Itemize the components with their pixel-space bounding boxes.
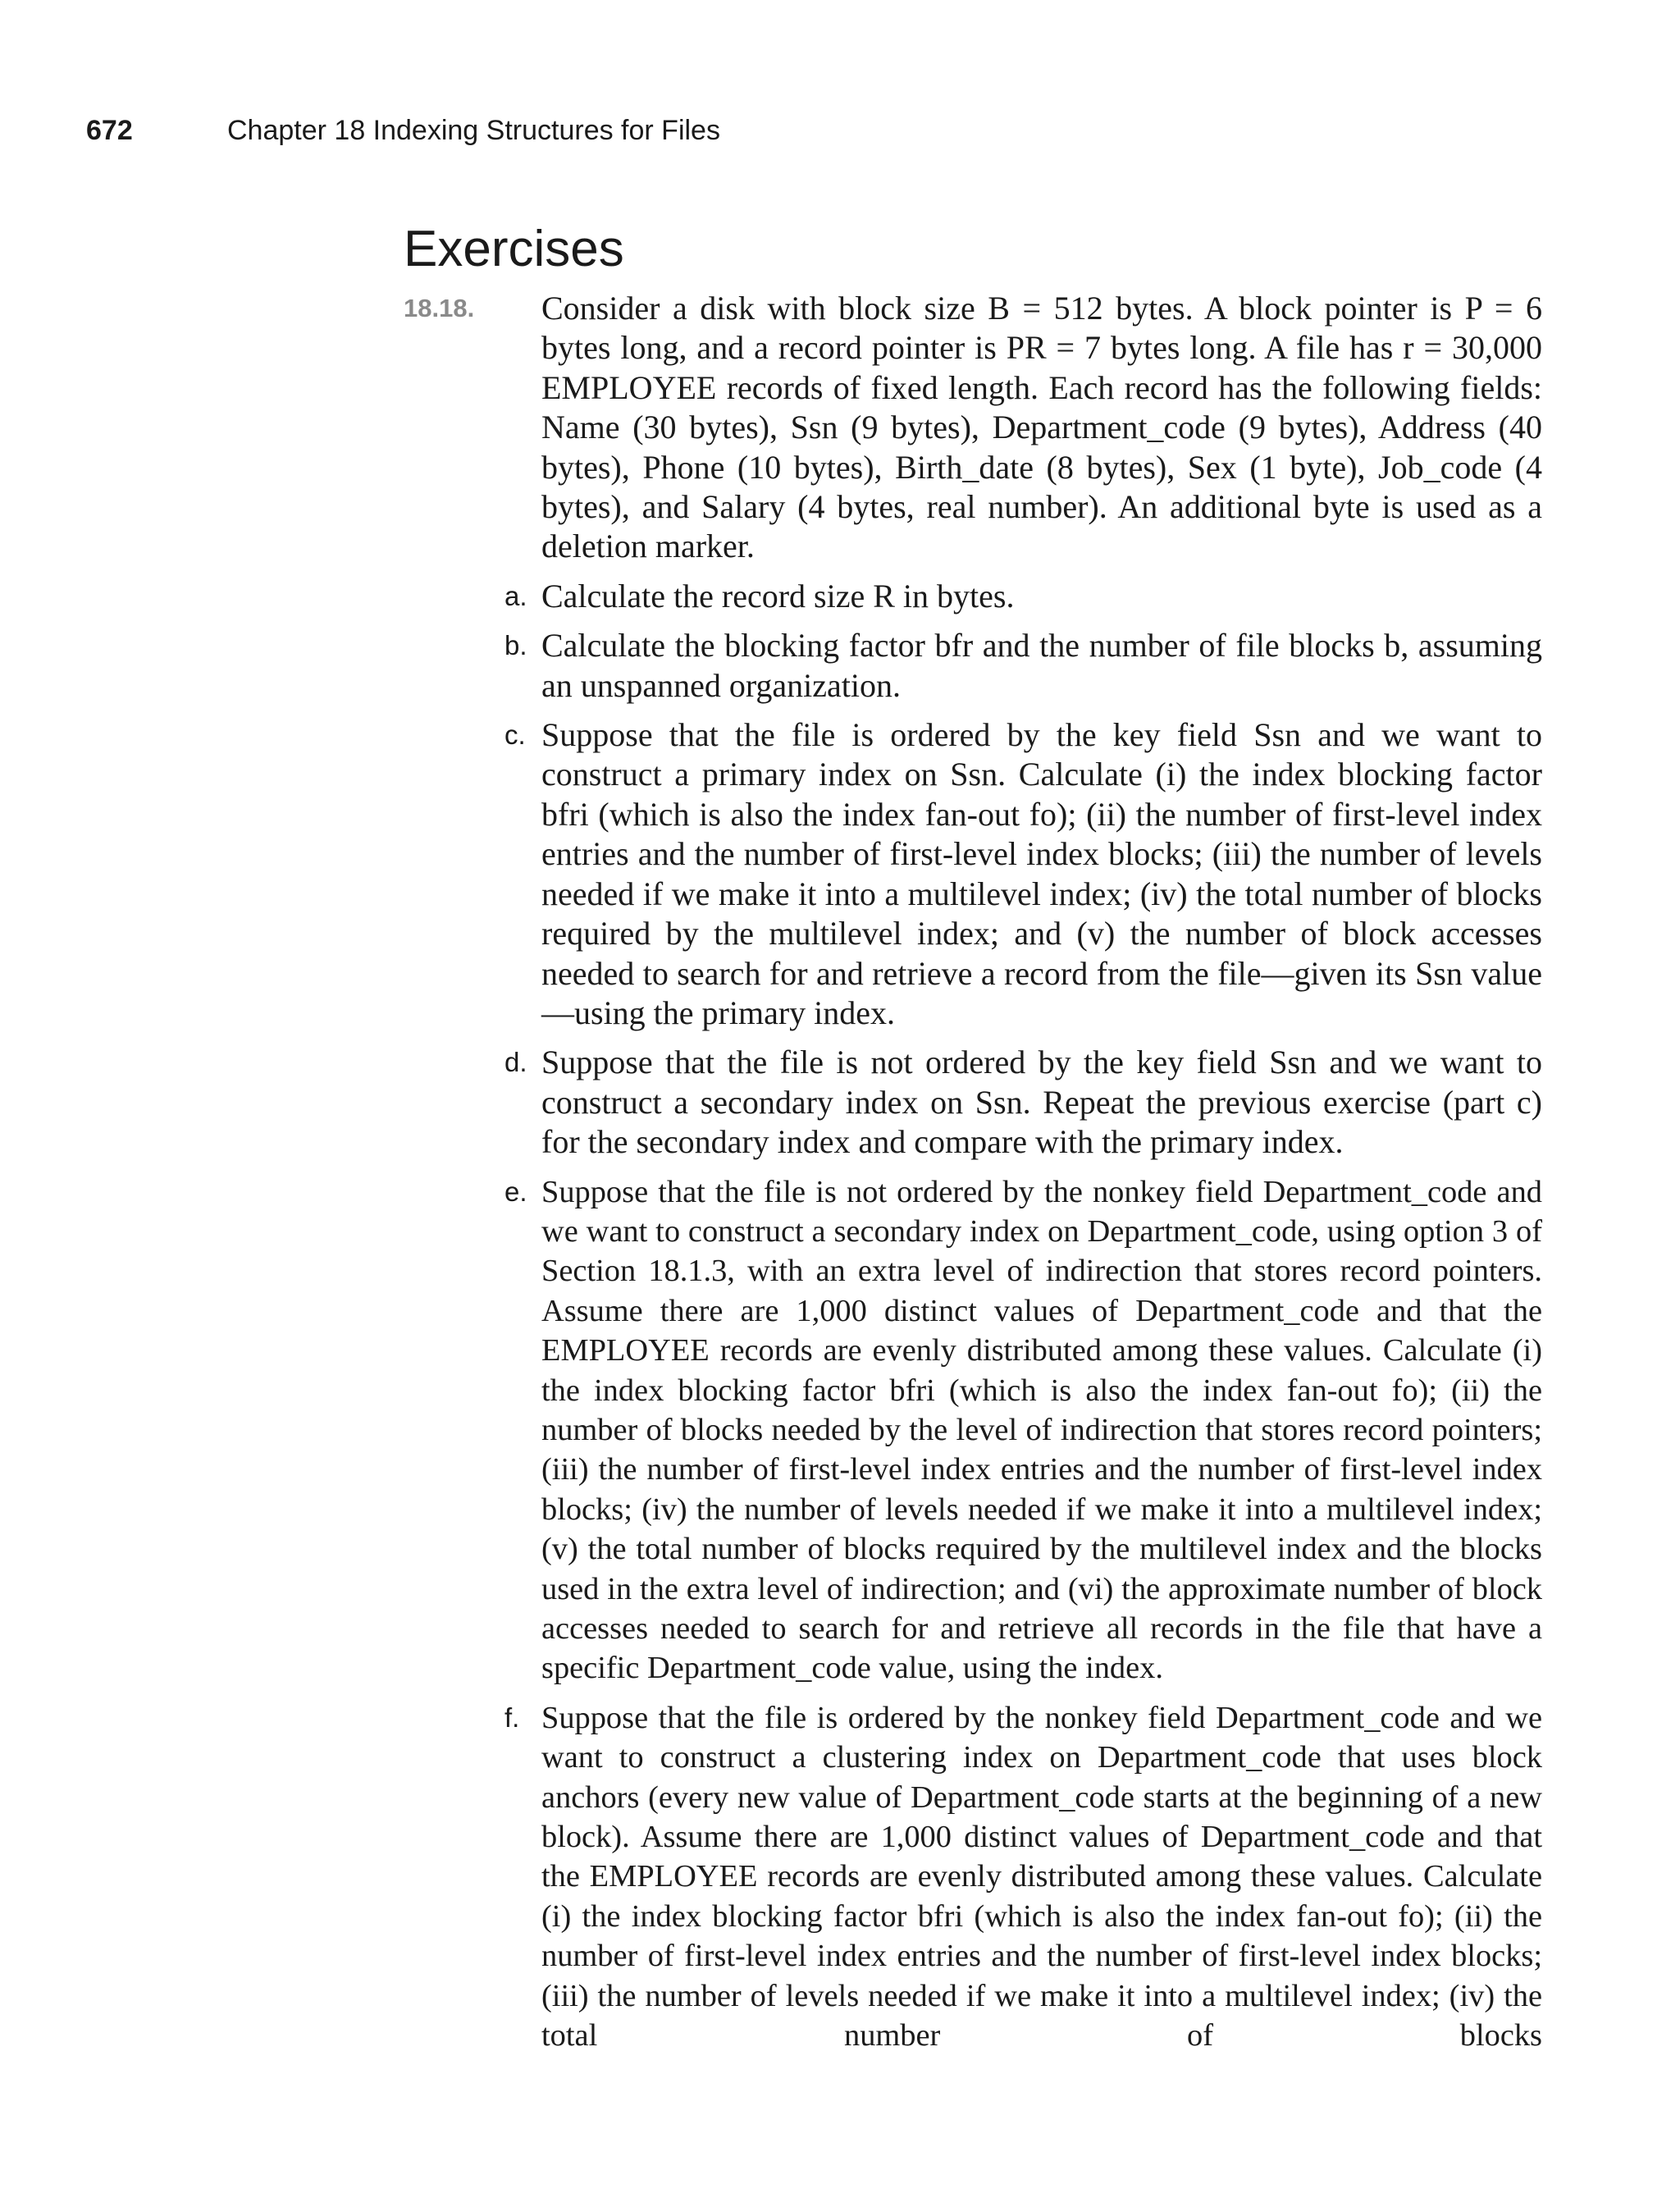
exercise-parts (404, 577, 1542, 2056)
part-label: a. (504, 580, 527, 611)
exercise-18-18 (404, 289, 1542, 2065)
exercise-part-e (404, 1172, 1542, 1688)
exercise-part-f (404, 1698, 1542, 2056)
part-text: Suppose that the file is not ordered by the nonkey field Department_code and we want to construct a secondary index on Department_code, using option 3 of Section 18.1.3, with an extra level of indirection that stores record pointers. Assume there are 1,000 distinct values of Department_code and that the EMPLOYEE records are evenly distributed among these values. Calculate (i) the index blocking factor bfri (which is also the index fan-out fo); (ii) the number of blocks needed by the level of indirection that stores record pointers; (iii) the number of first-level index entries and the number of first-level index blocks; (iv) the number of levels needed if we make it into a multilevel index; (v) the total number of blocks required by the multilevel index and the blocks used in the extra level of indirection; and (vi) the approximate number of block accesses needed to search for and retrieve all records in the file that have a specific Department_code value, using the index. (541, 1174, 1542, 1686)
exercise-intro: Consider a disk with block size B = 512 bytes. A block pointer is P = 6 bytes long, and a record pointer is PR = 7 bytes long. A file has r = 30,000 EMPLOYEE records of fixed length. Each record has the following fields: Name (30 bytes), Ssn (9 bytes), Department_code (9 bytes), Address (40 bytes), Phone (10 bytes), Birth_date (8 bytes), Sex (1 byte), Job_code (4 bytes), and Salary (4 bytes, real number). An additional byte is used as a deletion marker. (541, 290, 1542, 565)
part-label: d. (504, 1047, 527, 1078)
part-text: Calculate the record size R in bytes. (541, 577, 1015, 614)
exercise-part-d (404, 1043, 1542, 1162)
page-header (86, 115, 720, 156)
part-text: Suppose that the file is ordered by the key field Ssn and we want to construct a primary index on Ssn. Calculate (i) the index blocking factor bfri (which is also the index fan-out fo); (ii) the number of first-level index entries and the number of first-level index blocks; (iii) the number of levels needed if we make it into a multilevel index; (iv) the total number of blocks required by the multilevel index; and (v) the number of block accesses needed to search for and retrieve a record from the file—given its Ssn value—using the primary index. (541, 716, 1542, 1031)
part-text: Suppose that the file is ordered by the nonkey field Department_code and we want to construct a clustering index on Department_code that uses block anchors (every new value of Department_code starts at the beginning of a new block). Assume there are 1,000 distinct values of Department_code and that the EMPLOYEE records are evenly distributed among these values. Calculate (i) the index blocking factor bfri (which is also the index fan-out fo); (ii) the number of first-level index entries and the number of first-level index blocks; (iii) the number of levels needed if we make it into a multilevel index; (iv) the total number of blocks (541, 1700, 1542, 2054)
part-text: Calculate the blocking factor bfr and the number of file blocks b, assuming an unspanned organization. (541, 627, 1542, 704)
part-label: b. (504, 630, 527, 661)
section-title: Exercises (404, 221, 624, 277)
part-label: c. (504, 720, 526, 751)
exercise-part-b (404, 626, 1542, 706)
exercise-part-c (404, 715, 1542, 1033)
running-head: Chapter 18 Indexing Structures for Files (227, 115, 720, 146)
exercise-part-a (404, 577, 1542, 616)
exercise-number: 18.18. (404, 294, 475, 322)
part-label: e. (504, 1176, 527, 1207)
part-label: f. (504, 1702, 520, 1733)
part-text: Suppose that the file is not ordered by the key field Ssn and we want to construct a secondary index on Ssn. Repeat the previous exercise (part c) for the secondary index and compare with the primary index. (541, 1044, 1542, 1161)
page-number: 672 (86, 115, 133, 146)
